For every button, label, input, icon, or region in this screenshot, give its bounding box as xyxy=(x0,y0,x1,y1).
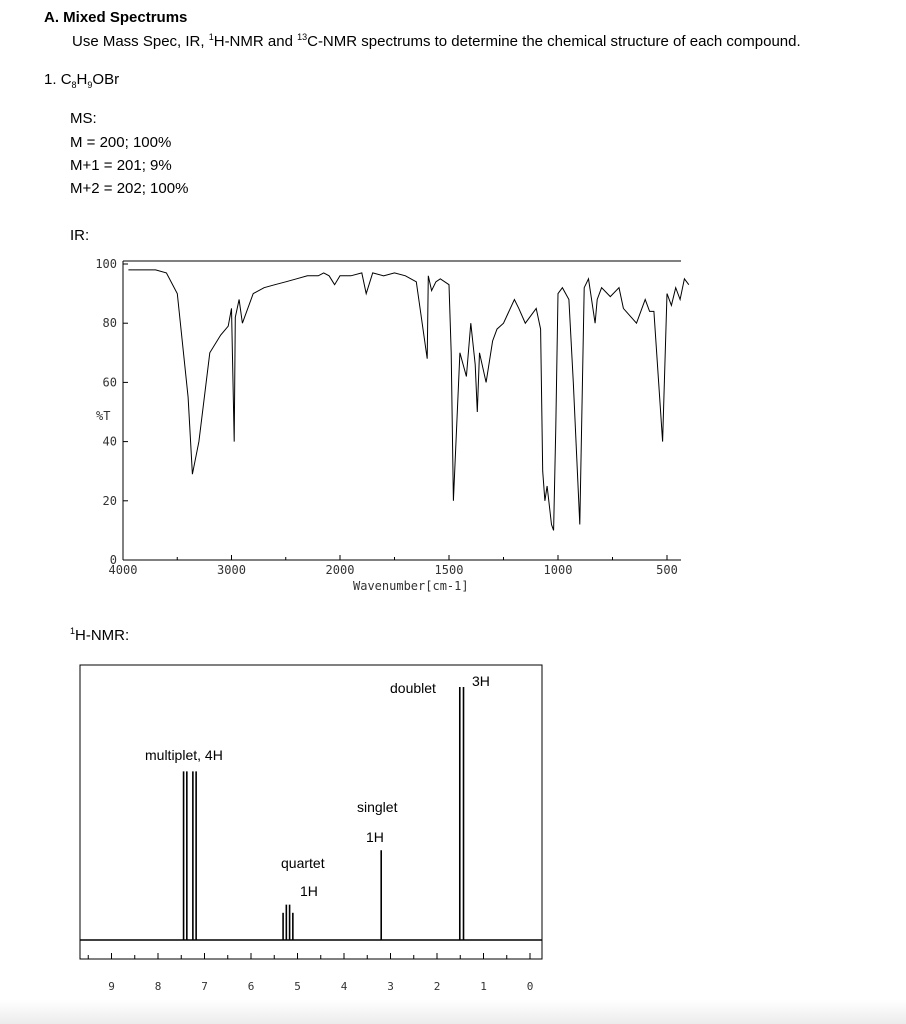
formula: $C_8H_9OBr$ xyxy=(60,71,120,90)
hnmr-superscript: 1 xyxy=(70,626,76,636)
nmr-x-tick-label: 4 xyxy=(340,980,348,993)
annotation-quartet-h: 1H xyxy=(300,883,318,899)
annotation-multiplet: multiplet, 4H xyxy=(145,747,223,763)
nmr-x-tick-label: 2 xyxy=(433,980,441,993)
ms-label: MS: xyxy=(70,110,97,127)
ms-line-m2: M+2 = 202; 100% xyxy=(70,180,189,197)
ir-y-tick-label: 20 xyxy=(102,493,117,508)
ir-x-axis-label: Wavenumber[cm-1] xyxy=(353,579,469,593)
ir-x-tick-label: 500 xyxy=(656,563,678,577)
question-number: 1. xyxy=(44,71,57,88)
nmr-x-tick-label: 7 xyxy=(201,980,208,993)
superscript-1: 1 xyxy=(208,32,214,42)
ir-label: IR: xyxy=(70,227,90,244)
ir-y-tick-label: 0 xyxy=(109,553,117,567)
ir-x-tick-label: 1000 xyxy=(543,563,573,577)
section-title: A. Mixed Spectrums xyxy=(44,9,188,26)
nmr-x-tick-label: 3 xyxy=(387,980,394,993)
ir-y-tick-label: 40 xyxy=(102,434,117,449)
instruction-part-2: H-NMR and xyxy=(213,33,298,50)
nmr-x-tick-label: 6 xyxy=(247,980,255,993)
ir-trace xyxy=(128,270,688,531)
annotation-doublet: doublet xyxy=(390,680,436,696)
annotation-singlet-h: 1H xyxy=(366,829,384,845)
ir-spectrum xyxy=(95,257,688,593)
ms-line-m1: M+1 = 201; 9% xyxy=(70,157,172,174)
instruction-part-1: Use Mass Spec, IR, xyxy=(72,33,209,50)
superscript-13: 13 xyxy=(297,32,308,42)
ir-x-tick-label: 4000 xyxy=(108,563,138,577)
hnmr-label xyxy=(70,627,129,644)
ir-y-tick-label: 60 xyxy=(102,375,117,390)
annotation-quartet: quartet xyxy=(281,855,325,871)
nmr-x-tick-label: 8 xyxy=(154,980,162,993)
ir-y-axis-label: %T xyxy=(96,409,111,423)
annotation-doublet-h: 3H xyxy=(472,673,490,689)
hnmr-spectrum xyxy=(78,665,542,1018)
ms-line-m: M = 200; 100% xyxy=(70,134,172,151)
ir-y-tick-label: 100 xyxy=(95,257,117,271)
nmr-x-tick-label: 5 xyxy=(294,980,301,993)
nmr-x-tick-label: 1 xyxy=(480,980,487,993)
ir-y-tick-label: 80 xyxy=(102,316,117,331)
nmr-x-tick-label: 0 xyxy=(526,980,534,993)
hnmr-label-text: H-NMR: xyxy=(75,627,130,644)
nmr-x-tick-label: 9 xyxy=(108,980,115,993)
ir-x-tick-label: 3000 xyxy=(217,563,246,577)
ir-x-tick-label: 2000 xyxy=(325,563,355,577)
ir-x-tick-label: 1500 xyxy=(434,563,464,577)
page-bottom-edge xyxy=(0,1000,906,1024)
annotation-singlet: singlet xyxy=(357,799,398,815)
instruction-part-3: C-NMR spectrums to determine the chemical structure of each compound. xyxy=(307,33,801,50)
